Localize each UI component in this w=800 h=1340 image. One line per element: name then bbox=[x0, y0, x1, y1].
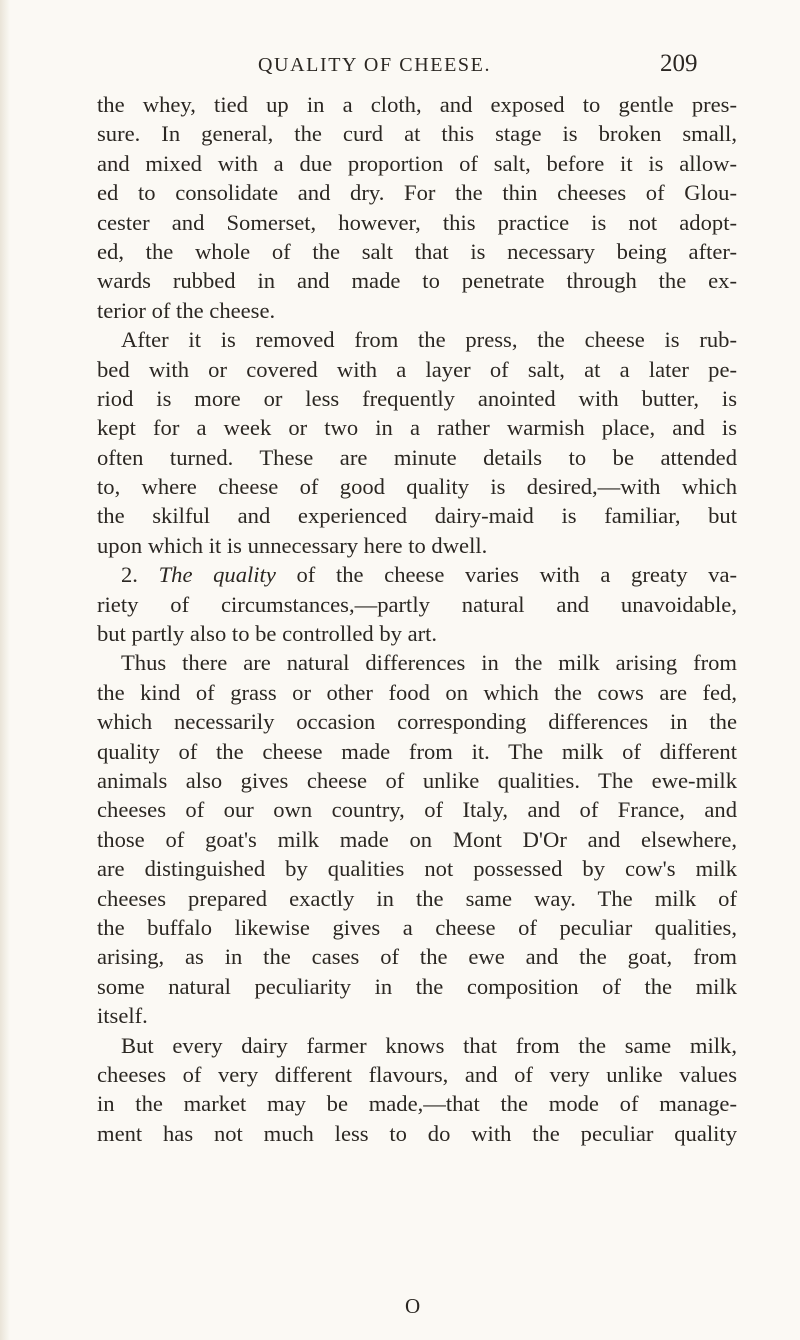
text-line: itself. bbox=[97, 1003, 148, 1029]
text-line: often turned. These are minute details to be attended bbox=[97, 444, 737, 470]
text-line: some natural peculiarity in the composition of the milk bbox=[97, 973, 737, 999]
page-number: 209 bbox=[660, 50, 698, 77]
text-line: Thus there are natural differences in the milk arising from bbox=[121, 650, 737, 676]
page-gutter-shadow bbox=[0, 0, 10, 1340]
page-header bbox=[0, 50, 800, 84]
text-line: quality of the cheese made from it. The milk of different bbox=[97, 738, 737, 764]
text-line: which necessarily occasion corresponding differences in the bbox=[97, 709, 737, 735]
text-line: sure. In general, the curd at this stage is broken small, bbox=[97, 121, 737, 147]
text-line: ed to consolidate and dry. For the thin cheeses of Glou- bbox=[97, 180, 737, 206]
text-line: ed, the whole of the salt that is necessary being after- bbox=[97, 238, 737, 264]
text-line: riety of circumstances,—partly natural and unavoidable, bbox=[97, 591, 737, 617]
text-line: bed with or covered with a layer of salt, at a later pe- bbox=[97, 356, 737, 382]
text-line: but partly also to be controlled by art. bbox=[97, 621, 438, 647]
text-line: wards rubbed in and made to penetrate through the ex- bbox=[97, 268, 737, 294]
text-line: animals also gives cheese of unlike qualities. The ewe-milk bbox=[97, 767, 737, 793]
text-line: cheeses of very different flavours, and of very unlike values bbox=[97, 1061, 737, 1087]
text-line: the whey, tied up in a cloth, and exposed to gentle pres- bbox=[97, 92, 737, 117]
printer-signature-mark: O bbox=[405, 1294, 421, 1318]
text-line: the kind of grass or other food on which the cows are fed, bbox=[97, 679, 737, 705]
text-line: the buffalo likewise gives a cheese of peculiar qualities, bbox=[97, 914, 737, 940]
text-line: But every dairy farmer knows that from the same milk, bbox=[121, 1032, 737, 1058]
section-heading-line bbox=[97, 560, 737, 589]
text-line: cheeses of our own country, of Italy, and of France, and bbox=[97, 797, 737, 823]
text-line: riod is more or less frequently anointed with butter, is bbox=[97, 385, 737, 411]
text-line: those of goat's milk made on Mont D'Or and elsewhere, bbox=[97, 826, 737, 852]
text-line: kept for a week or two in a rather warmish place, and is bbox=[97, 415, 737, 441]
body-text bbox=[97, 90, 737, 1148]
text-line: cheeses prepared exactly in the same way. The milk of bbox=[97, 885, 737, 911]
text-line: upon which it is unnecessary here to dwell. bbox=[97, 532, 488, 558]
text-line: the skilful and experienced dairy-maid is familiar, but bbox=[97, 503, 737, 529]
running-title: QUALITY OF CHEESE. bbox=[258, 54, 492, 76]
text-line: terior of the cheese. bbox=[97, 297, 276, 323]
text-line: in the market may be made,—that the mode of manage- bbox=[97, 1091, 737, 1117]
text-line: and mixed with a due proportion of salt, before it is allow- bbox=[97, 150, 737, 176]
text-line: After it is removed from the press, the cheese is rub- bbox=[121, 327, 737, 353]
text-line: to, where cheese of good quality is desired,—with which bbox=[97, 474, 737, 500]
text-line: arising, as in the cases of the ewe and the goat, from bbox=[97, 944, 737, 970]
text-line: ment has not much less to do with the peculiar quality bbox=[97, 1120, 737, 1146]
section-title-italic: The quality bbox=[158, 562, 276, 588]
text-line: are distinguished by qualities not possessed by cow's milk bbox=[97, 856, 737, 882]
text-line: cester and Somerset, however, this practice is not adopt- bbox=[97, 209, 737, 235]
section-number: 2. bbox=[121, 562, 159, 588]
section-heading-rest: of the cheese varies with a greaty va- bbox=[275, 562, 737, 588]
